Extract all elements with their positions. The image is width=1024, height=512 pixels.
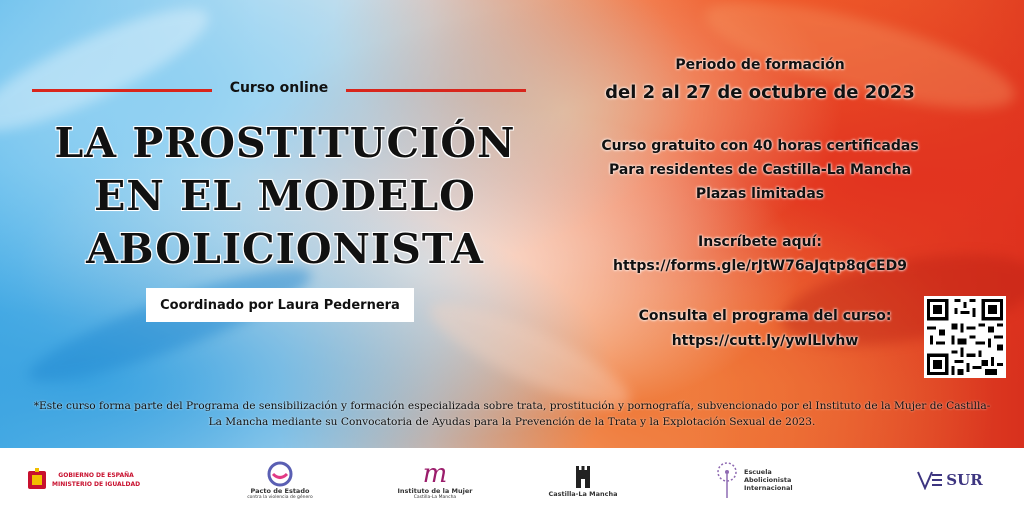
sur-logo [910, 456, 990, 504]
clm-logo [550, 456, 616, 504]
sur-label: SUR [946, 471, 983, 489]
instituto-sub-label: Castilla-La Mancha [413, 494, 457, 500]
clm-label: Castilla-La Mancha [548, 490, 618, 498]
ministerio-label: MINISTERIO DE IGUALDAD [52, 481, 141, 488]
course-info [560, 134, 960, 206]
title-line: ABOLICIONISTA [86, 225, 484, 273]
info-line: Plazas limitadas [695, 186, 825, 202]
period-label: Periodo de formación [675, 57, 845, 73]
gobierno-logo [26, 456, 166, 504]
red-rule-right [346, 89, 526, 92]
sur-mark-icon [917, 470, 943, 490]
course-kicker: Curso online [229, 80, 329, 96]
course-dates: del 2 al 27 de octubre de 2023 [605, 82, 915, 103]
info-line: Para residentes de Castilla-La Mancha [608, 162, 912, 178]
program-label: Consulta el programa del curso: [638, 308, 892, 324]
red-rule-left [32, 89, 212, 92]
pacto-label: Pacto de Estado [250, 486, 310, 495]
instituto-mujer-logo [390, 456, 480, 504]
title-line: EN EL MODELO [94, 172, 476, 220]
gobierno-label: GOBIERNO DE ESPAÑA [58, 472, 134, 479]
funding-footnote: *Este curso forma parte del Programa de sensibilización y formación especializada sobre trata, prostitución y pornografía, subvencionado por el Instituto de la Mujer de Castilla-La Mancha mediante su Convocatoria de Ayudas para la Prevención de la Trata y la Explotación Sexual de 2023. [33, 400, 991, 428]
instituto-label: Instituto de la Mujer [397, 486, 473, 495]
pacto-circle-icon [265, 461, 295, 487]
info-line: Curso gratuito con 40 horas certificadas [601, 138, 919, 154]
escuela-label: Escuela Abolicionista Internacional [744, 468, 793, 492]
instituto-m-icon: m [422, 458, 448, 489]
coat-of-arms-icon [26, 468, 48, 492]
signup-link[interactable]: https://forms.gle/rJtW76aJqtp8qCED9 [613, 258, 907, 274]
qr-code-icon[interactable] [924, 296, 1006, 378]
pacto-estado-logo [240, 456, 320, 504]
castle-icon [573, 462, 593, 490]
escuela-logo [710, 456, 820, 504]
signup-label: Inscríbete aquí: [698, 234, 822, 250]
title-line: LA PROSTITUCIÓN [54, 119, 516, 167]
dandelion-icon [714, 460, 740, 500]
course-title [20, 117, 550, 276]
sponsor-logos-bar [0, 448, 1024, 512]
program-link[interactable]: https://cutt.ly/ywlLIvhw [671, 333, 859, 349]
coordinator-badge: Coordinado por Laura Pedernera [146, 288, 414, 322]
pacto-sub-label: contra la violencia de género [247, 494, 313, 500]
